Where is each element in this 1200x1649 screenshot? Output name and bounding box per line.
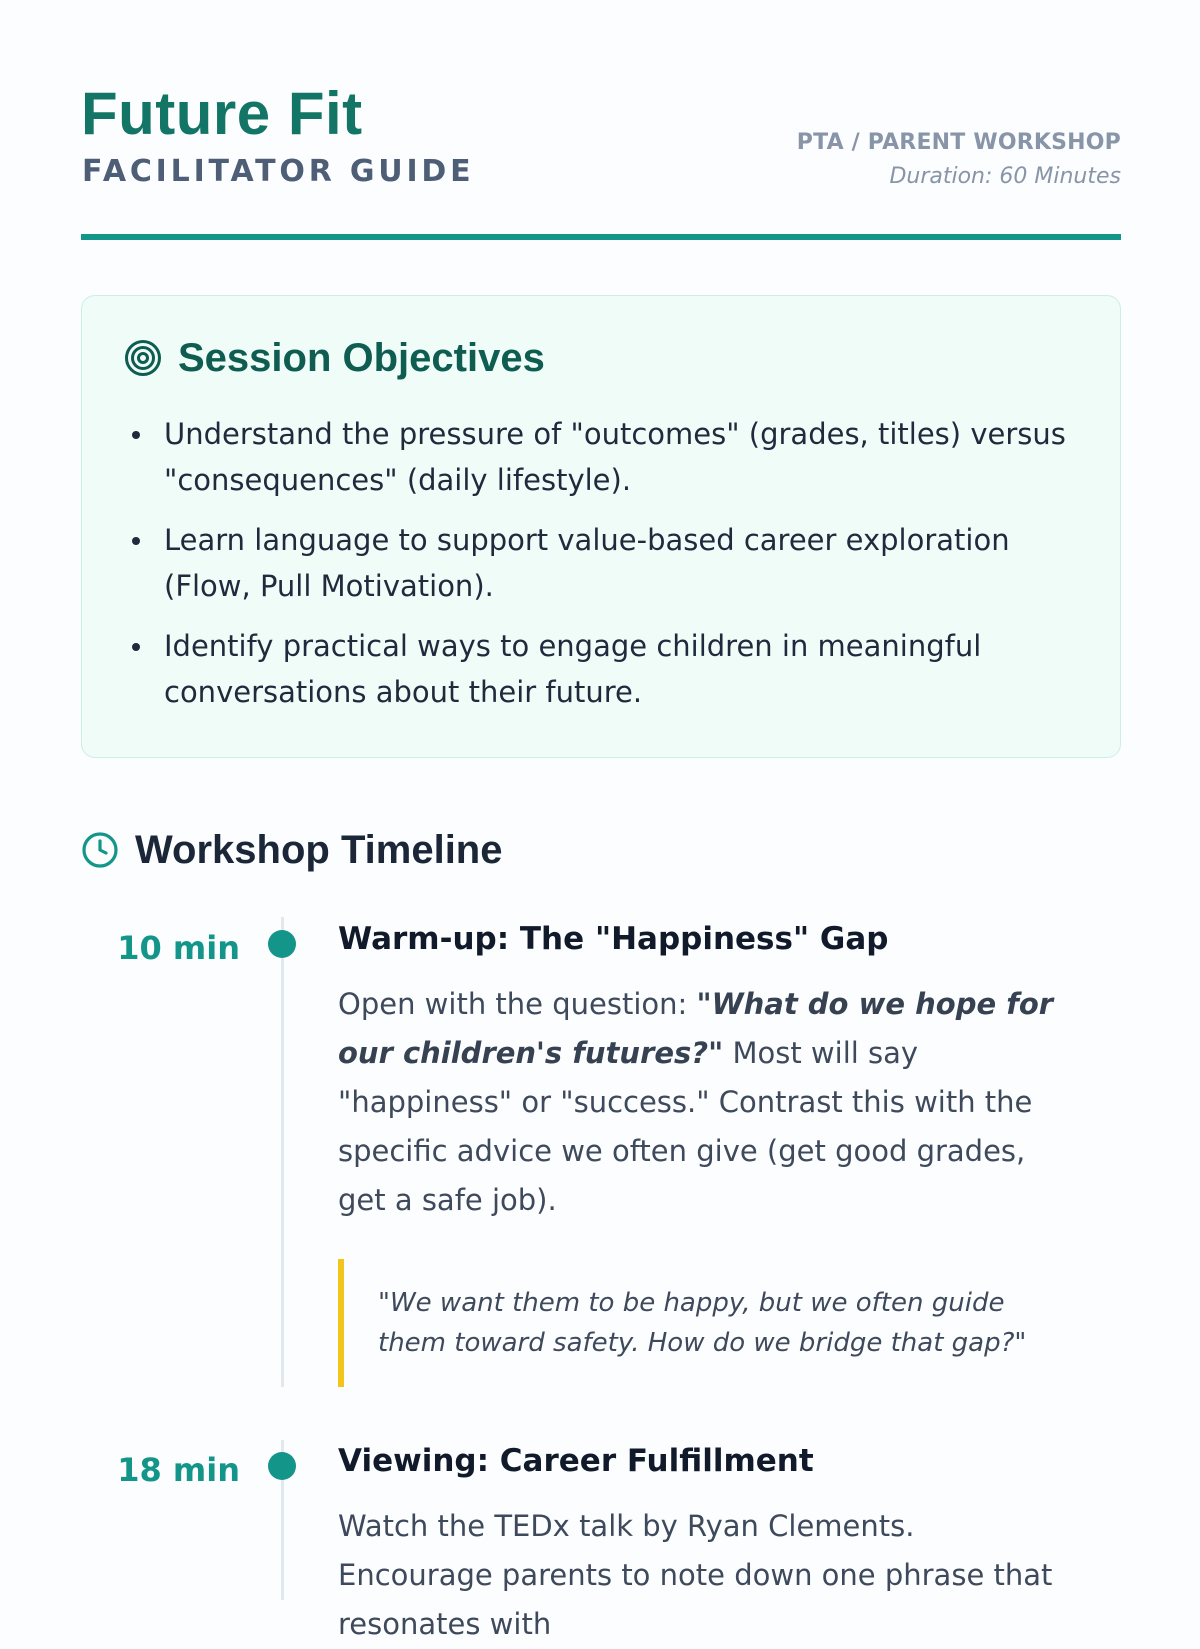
emphasized-question: "What do we hope for our children's futures?" <box>338 987 1054 1070</box>
timeline-item-heading: Warm-up: The "Happiness" Gap <box>338 921 889 957</box>
objective-item: Understand the pressure of "outcomes" (grades, titles) versus "consequences" (daily lifestyle). <box>132 411 1092 503</box>
timeline-connector <box>281 917 284 1387</box>
session-duration: Duration: 60 Minutes <box>889 164 1121 189</box>
timeline-duration: 18 min <box>117 1451 240 1489</box>
text-after: Most will say "happiness" or "success." Contrast this with the specific advice we often give (get good grades, get a safe job). <box>338 1036 1033 1217</box>
timeline-item-text: Watch the TEDx talk by Ryan Clements. Encourage parents to note down one phrase that resonates with <box>338 1509 1053 1641</box>
timeline-item-body <box>338 1440 1078 1649</box>
timeline-item-heading: Viewing: Career Fulfillment <box>338 1443 814 1479</box>
session-type: PTA / PARENT WORKSHOP <box>796 130 1121 155</box>
objectives-title: Session Objectives <box>178 336 545 380</box>
objective-item: Learn language to support value-based career exploration (Flow, Pull Motivation). <box>132 517 1092 609</box>
objectives-card <box>81 295 1121 758</box>
timeline-header <box>81 826 502 874</box>
timeline-title: Workshop Timeline <box>135 828 503 872</box>
target-icon <box>124 339 162 377</box>
facilitator-quote: "We want them to be happy, but we often guide them toward safety. How do we bridge that gap?" <box>338 1259 1058 1387</box>
session-meta <box>797 128 1121 192</box>
clock-icon <box>81 831 119 869</box>
timeline-duration: 10 min <box>117 929 240 967</box>
document-header <box>81 80 1121 242</box>
header-divider <box>81 234 1121 240</box>
timeline-item-body <box>338 918 1078 1387</box>
timeline-dot <box>268 930 296 958</box>
timeline-item-text <box>338 980 1078 1225</box>
objectives-header <box>124 334 545 382</box>
document-subtitle: FACILITATOR GUIDE <box>82 154 475 189</box>
document-title: Future Fit <box>81 80 363 147</box>
timeline-dot <box>268 1452 296 1480</box>
objective-item: Identify practical ways to engage children in meaningful conversations about their future. <box>132 623 1092 715</box>
objectives-list <box>132 411 1092 729</box>
text-before: Open with the question: <box>338 987 697 1021</box>
